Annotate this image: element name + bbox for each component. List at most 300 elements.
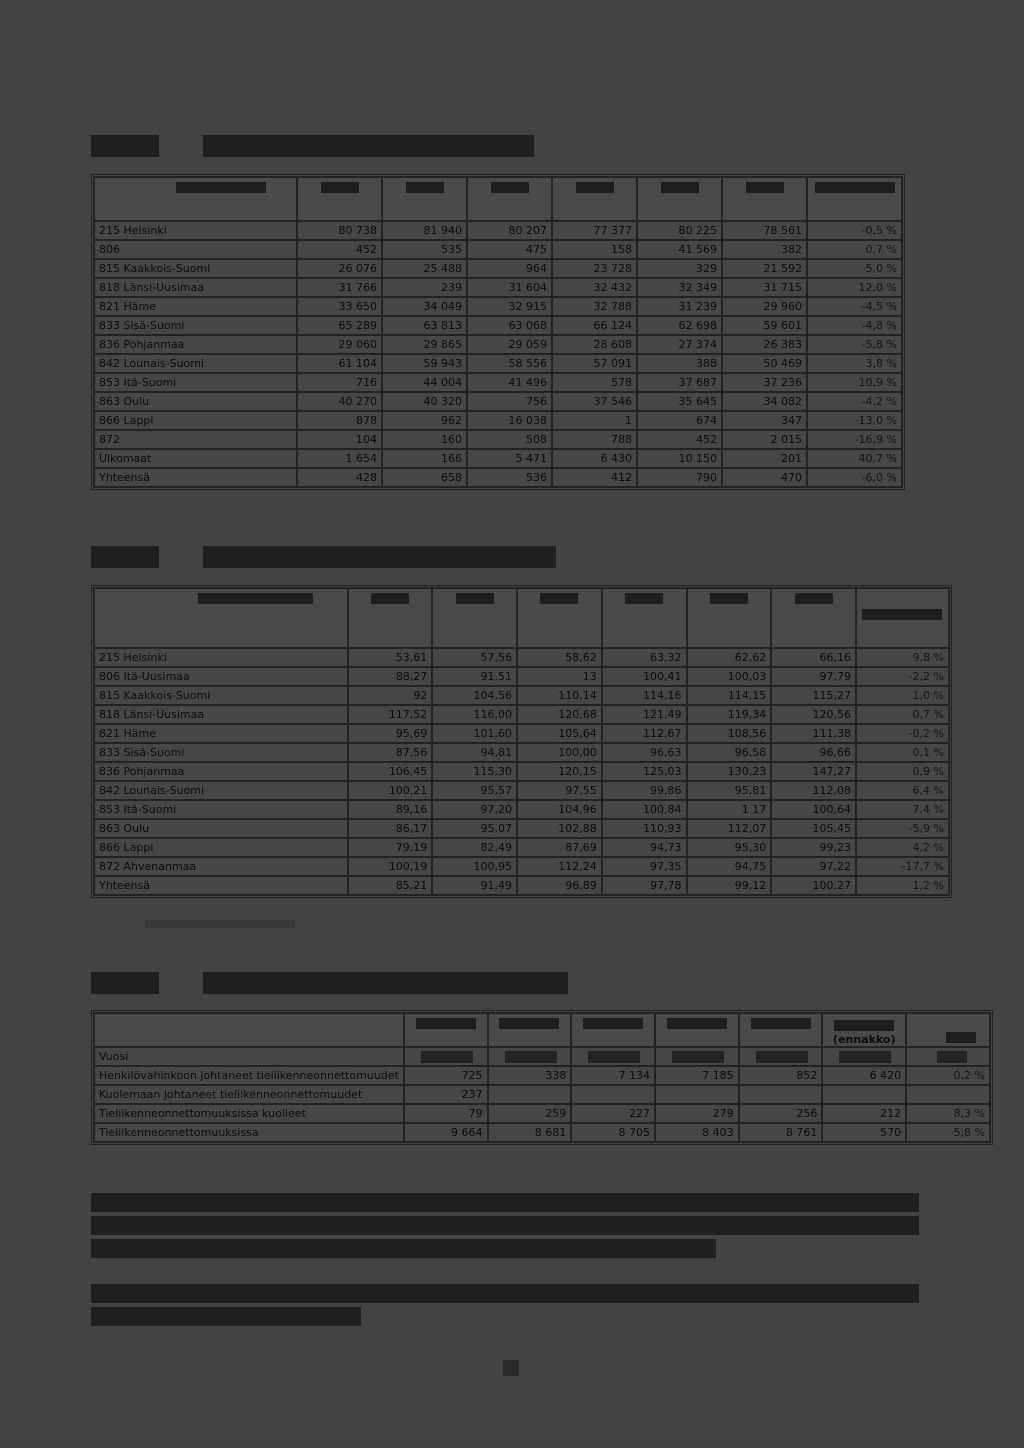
value-cell: 106,45 [348, 762, 433, 781]
value-cell: 31 715 [722, 278, 807, 297]
value-cell: 100,19 [348, 857, 433, 876]
value-cell: 28 608 [552, 335, 637, 354]
row-label: 806 Itä-Uusimaa [94, 667, 348, 686]
row-label: Henkilövahinkoon johtaneet tieliikenneonnettomuudet [94, 1066, 404, 1085]
value-cell: 7 185 [655, 1066, 739, 1085]
value-cell: 96,58 [687, 743, 772, 762]
row-label: Tieliikenneonnettomuuksissa kuolleet [94, 1104, 404, 1123]
table1-header-region [94, 177, 297, 221]
table2-header-change [856, 588, 949, 648]
table1-body [94, 221, 902, 487]
value-cell: 27 374 [637, 335, 722, 354]
table1-header-year-1 [297, 177, 382, 221]
value-cell: 80 207 [467, 221, 552, 240]
value-cell: 32 432 [552, 278, 637, 297]
table3-header-year-4 [655, 1013, 739, 1047]
table2-footnote-redacted [145, 920, 295, 928]
row-label: 863 Oulu [94, 392, 297, 411]
value-cell: 32 349 [637, 278, 722, 297]
table2-header-year-6 [771, 588, 856, 648]
value-cell: 120,68 [517, 705, 602, 724]
value-cell: 452 [297, 240, 382, 259]
table1-title-redacted [203, 135, 534, 157]
value-cell: 147,27 [771, 762, 856, 781]
table3-number-redacted [91, 972, 159, 994]
value-cell: 725 [404, 1066, 488, 1085]
change-cell: -4,8 % [807, 316, 902, 335]
value-cell: 34 049 [382, 297, 467, 316]
table-row [94, 1104, 990, 1123]
row-label: Tieliikenneonnettomuuksissa [94, 1123, 404, 1142]
table-row [94, 354, 902, 373]
value-cell: 61 104 [297, 354, 382, 373]
change-cell: -16,9 % [807, 430, 902, 449]
value-cell: 388 [637, 354, 722, 373]
value-cell: 37 546 [552, 392, 637, 411]
row-label: 836 Pohjanmaa [94, 762, 348, 781]
value-cell: 105,64 [517, 724, 602, 743]
value-cell: 2 015 [722, 430, 807, 449]
row-label: 821 Häme [94, 297, 297, 316]
value-cell: 96,63 [602, 743, 687, 762]
value-cell: 92 [348, 686, 433, 705]
change-cell: 0,2 % [906, 1066, 990, 1085]
value-cell: 94,73 [602, 838, 687, 857]
table-row [94, 240, 902, 259]
value-cell: 25 488 [382, 259, 467, 278]
table-row [94, 648, 949, 667]
value-cell: 7 134 [571, 1066, 655, 1085]
value-cell: 89,16 [348, 800, 433, 819]
table2-header-year-1 [348, 588, 433, 648]
value-cell: 120,15 [517, 762, 602, 781]
value-cell: 97,22 [771, 857, 856, 876]
value-cell: 788 [552, 430, 637, 449]
value-cell: 130,23 [687, 762, 772, 781]
table-row [94, 259, 902, 278]
value-cell: 13 [517, 667, 602, 686]
value-cell: 6 430 [552, 449, 637, 468]
row-label: 818 Länsi-Uusimaa [94, 278, 297, 297]
value-cell: 97,35 [602, 857, 687, 876]
value-cell: 40 320 [382, 392, 467, 411]
change-cell: -4,2 % [807, 392, 902, 411]
table-row [94, 876, 949, 895]
table-row [94, 373, 902, 392]
value-cell: 37 236 [722, 373, 807, 392]
value-cell [739, 1085, 823, 1104]
value-cell: 962 [382, 411, 467, 430]
table3-header-year-3 [571, 1013, 655, 1047]
table2-title-redacted [203, 546, 556, 568]
change-cell: 6,4 % [856, 781, 949, 800]
change-cell: 4,2 % [856, 838, 949, 857]
value-cell: 101,60 [432, 724, 517, 743]
value-cell: 790 [637, 468, 722, 487]
row-label: 866 Lappi [94, 411, 297, 430]
value-cell: 95,69 [348, 724, 433, 743]
table-row [94, 430, 902, 449]
change-cell: 0,1 % [856, 743, 949, 762]
value-cell: 8 681 [488, 1123, 572, 1142]
value-cell: 80 225 [637, 221, 722, 240]
value-cell: 104,96 [517, 800, 602, 819]
value-cell: 85,21 [348, 876, 433, 895]
value-cell: 237 [404, 1085, 488, 1104]
value-cell: 114,16 [602, 686, 687, 705]
value-cell: 86,17 [348, 819, 433, 838]
value-cell: 88,27 [348, 667, 433, 686]
value-cell: 97,55 [517, 781, 602, 800]
table-row [94, 316, 902, 335]
value-cell: 58,62 [517, 648, 602, 667]
value-cell: 81 940 [382, 221, 467, 240]
value-cell: 239 [382, 278, 467, 297]
value-cell: 23 728 [552, 259, 637, 278]
table-row [94, 392, 902, 411]
change-cell: 5,8 % [906, 1123, 990, 1142]
change-cell: -4,5 % [807, 297, 902, 316]
value-cell: 716 [297, 373, 382, 392]
page-number-redacted [503, 1360, 519, 1376]
change-cell: 8,3 % [906, 1104, 990, 1123]
change-cell: -13,0 % [807, 411, 902, 430]
value-cell: 100,95 [432, 857, 517, 876]
value-cell: 29 865 [382, 335, 467, 354]
value-cell: 8 761 [739, 1123, 823, 1142]
value-cell: 99,12 [687, 876, 772, 895]
change-cell: -5,9 % [856, 819, 949, 838]
value-cell: 58 556 [467, 354, 552, 373]
table3-header-blank [94, 1013, 404, 1047]
value-cell: 112,24 [517, 857, 602, 876]
row-label: 872 Ahvenanmaa [94, 857, 348, 876]
row-label: 863 Oulu [94, 819, 348, 838]
value-cell: 121,49 [602, 705, 687, 724]
value-cell: 63 068 [467, 316, 552, 335]
value-cell: 100,03 [687, 667, 772, 686]
table-row [94, 1123, 990, 1142]
value-cell: 535 [382, 240, 467, 259]
row-label: 842 Lounais-Suomi [94, 781, 348, 800]
value-cell: 80 738 [297, 221, 382, 240]
table-row [94, 838, 949, 857]
value-cell: 227 [571, 1104, 655, 1123]
value-cell: 97,78 [602, 876, 687, 895]
change-cell: 9,8 % [856, 648, 949, 667]
value-cell: 658 [382, 468, 467, 487]
value-cell: 964 [467, 259, 552, 278]
change-cell: 7,4 % [856, 800, 949, 819]
row-label: 821 Häme [94, 724, 348, 743]
table-row [94, 724, 949, 743]
table3-year-label: Vuosi [94, 1047, 404, 1066]
value-cell: 97,79 [771, 667, 856, 686]
value-cell: 114,15 [687, 686, 772, 705]
value-cell: 104,56 [432, 686, 517, 705]
value-cell: 91,51 [432, 667, 517, 686]
table3 [93, 1012, 991, 1143]
table-row [94, 1085, 990, 1104]
value-cell: 8 705 [571, 1123, 655, 1142]
value-cell: 99,86 [602, 781, 687, 800]
table2-number-redacted [91, 546, 159, 568]
value-cell: 32 788 [552, 297, 637, 316]
change-cell: 0,7 % [807, 240, 902, 259]
row-label: Kuolemaan johtaneet tieliikenneonnettomuudet [94, 1085, 404, 1104]
value-cell: 95,57 [432, 781, 517, 800]
value-cell: 100,84 [602, 800, 687, 819]
value-cell: 95,81 [687, 781, 772, 800]
value-cell: 16 038 [467, 411, 552, 430]
change-cell [906, 1085, 990, 1104]
table-row [94, 667, 949, 686]
value-cell: 259 [488, 1104, 572, 1123]
value-cell: 77 377 [552, 221, 637, 240]
table-row [94, 743, 949, 762]
value-cell: 62,62 [687, 648, 772, 667]
value-cell: 87,56 [348, 743, 433, 762]
value-cell: 87,69 [517, 838, 602, 857]
value-cell [822, 1085, 906, 1104]
change-cell: 0,9 % [856, 762, 949, 781]
value-cell: 578 [552, 373, 637, 392]
value-cell: 470 [722, 468, 807, 487]
change-cell: -0,2 % [856, 724, 949, 743]
value-cell: 166 [382, 449, 467, 468]
row-label: 806 [94, 240, 297, 259]
value-cell: 26 383 [722, 335, 807, 354]
table-row [94, 705, 949, 724]
table2 [93, 587, 950, 896]
table-row [94, 1066, 990, 1085]
change-cell: 12,0 % [807, 278, 902, 297]
change-cell: 1,2 % [856, 876, 949, 895]
table3-header-year-5 [739, 1013, 823, 1047]
value-cell: 452 [637, 430, 722, 449]
value-cell: 37 687 [637, 373, 722, 392]
row-label: 836 Pohjanmaa [94, 335, 297, 354]
value-cell: 256 [739, 1104, 823, 1123]
value-cell: 115,27 [771, 686, 856, 705]
change-cell: 3,8 % [807, 354, 902, 373]
value-cell: 6 420 [822, 1066, 906, 1085]
value-cell: 31 239 [637, 297, 722, 316]
value-cell: 35 645 [637, 392, 722, 411]
value-cell: 1 654 [297, 449, 382, 468]
row-label: 215 Helsinki [94, 221, 297, 240]
change-cell: 10,9 % [807, 373, 902, 392]
value-cell: 105,45 [771, 819, 856, 838]
change-cell: 5,0 % [807, 259, 902, 278]
change-cell: -2,2 % [856, 667, 949, 686]
table1-header-year-2 [382, 177, 467, 221]
value-cell: 212 [822, 1104, 906, 1123]
table1-header-year-4 [552, 177, 637, 221]
table-row [94, 762, 949, 781]
table-row [94, 278, 902, 297]
table3-preliminary-label: (ennakko) [833, 1033, 896, 1046]
value-cell: 329 [637, 259, 722, 278]
value-cell: 110,93 [602, 819, 687, 838]
paragraph2-line1 [91, 1284, 919, 1303]
change-cell: 0,7 % [856, 705, 949, 724]
row-label: Yhteensä [94, 468, 297, 487]
value-cell: 50 469 [722, 354, 807, 373]
table-row [94, 819, 949, 838]
value-cell: 158 [552, 240, 637, 259]
value-cell: 29 059 [467, 335, 552, 354]
value-cell: 99,23 [771, 838, 856, 857]
value-cell: 97,20 [432, 800, 517, 819]
table-row [94, 857, 949, 876]
row-label: Ulkomaat [94, 449, 297, 468]
row-label: 815 Kaakkois-Suomi [94, 259, 297, 278]
row-label: 853 Itä-Suomi [94, 373, 297, 392]
row-label: 833 Sisä-Suomi [94, 316, 297, 335]
value-cell: 1 17 [687, 800, 772, 819]
value-cell: 347 [722, 411, 807, 430]
value-cell: 428 [297, 468, 382, 487]
value-cell: 32 915 [467, 297, 552, 316]
table-row [94, 411, 902, 430]
table2-header-year-4 [602, 588, 687, 648]
value-cell: 112,08 [771, 781, 856, 800]
row-label: 853 Itä-Suomi [94, 800, 348, 819]
value-cell: 116,00 [432, 705, 517, 724]
value-cell: 57,56 [432, 648, 517, 667]
value-cell: 111,38 [771, 724, 856, 743]
paragraph1-line3 [91, 1239, 716, 1258]
change-cell: 40,7 % [807, 449, 902, 468]
value-cell: 100,64 [771, 800, 856, 819]
value-cell: 21 592 [722, 259, 807, 278]
value-cell: 852 [739, 1066, 823, 1085]
table-row [94, 800, 949, 819]
value-cell: 34 082 [722, 392, 807, 411]
change-cell: -6,0 % [807, 468, 902, 487]
value-cell: 31 604 [467, 278, 552, 297]
table-row [94, 449, 902, 468]
value-cell: 95,07 [432, 819, 517, 838]
row-label: Yhteensä [94, 876, 348, 895]
table-row [94, 468, 902, 487]
table1-header-year-5 [637, 177, 722, 221]
table3-body [94, 1066, 990, 1142]
value-cell: 100,41 [602, 667, 687, 686]
change-cell: -5,8 % [807, 335, 902, 354]
row-label: 833 Sisä-Suomi [94, 743, 348, 762]
table1 [93, 176, 903, 488]
row-label: 866 Lappi [94, 838, 348, 857]
value-cell: 878 [297, 411, 382, 430]
table1-header-change [807, 177, 902, 221]
value-cell: 66,16 [771, 648, 856, 667]
value-cell: 91,49 [432, 876, 517, 895]
value-cell: 117,52 [348, 705, 433, 724]
value-cell: 78 561 [722, 221, 807, 240]
row-label: 215 Helsinki [94, 648, 348, 667]
change-cell: -17,7 % [856, 857, 949, 876]
change-cell: 1,0 % [856, 686, 949, 705]
value-cell: 53,61 [348, 648, 433, 667]
paragraph1-line1 [91, 1193, 919, 1212]
value-cell: 79 [404, 1104, 488, 1123]
table2-header-year-2 [432, 588, 517, 648]
value-cell: 5 471 [467, 449, 552, 468]
value-cell [571, 1085, 655, 1104]
value-cell: 66 124 [552, 316, 637, 335]
value-cell: 82,49 [432, 838, 517, 857]
value-cell: 100,21 [348, 781, 433, 800]
change-cell: -0,5 % [807, 221, 902, 240]
value-cell: 44 004 [382, 373, 467, 392]
value-cell: 96,66 [771, 743, 856, 762]
value-cell: 65 289 [297, 316, 382, 335]
value-cell: 1 [552, 411, 637, 430]
value-cell: 382 [722, 240, 807, 259]
value-cell: 201 [722, 449, 807, 468]
table1-header-year-3 [467, 177, 552, 221]
value-cell: 79,19 [348, 838, 433, 857]
value-cell: 9 664 [404, 1123, 488, 1142]
table3-header-year-1 [404, 1013, 488, 1047]
value-cell: 115,30 [432, 762, 517, 781]
table3-title-redacted [203, 972, 568, 994]
value-cell [488, 1085, 572, 1104]
value-cell: 33 650 [297, 297, 382, 316]
row-label: 818 Länsi-Uusimaa [94, 705, 348, 724]
value-cell: 62 698 [637, 316, 722, 335]
value-cell: 108,56 [687, 724, 772, 743]
value-cell: 95,30 [687, 838, 772, 857]
value-cell: 112,67 [602, 724, 687, 743]
table3-header-change [906, 1013, 990, 1047]
value-cell: 94,81 [432, 743, 517, 762]
value-cell: 112,07 [687, 819, 772, 838]
value-cell: 102,88 [517, 819, 602, 838]
value-cell: 104 [297, 430, 382, 449]
value-cell: 508 [467, 430, 552, 449]
paragraph2-line2 [91, 1307, 361, 1326]
table-row [94, 335, 902, 354]
table2-header-year-5 [687, 588, 772, 648]
value-cell: 29 960 [722, 297, 807, 316]
value-cell: 63 813 [382, 316, 467, 335]
table-row [94, 221, 902, 240]
value-cell: 120,56 [771, 705, 856, 724]
value-cell: 29 060 [297, 335, 382, 354]
value-cell: 26 076 [297, 259, 382, 278]
value-cell: 279 [655, 1104, 739, 1123]
table2-header-year-3 [517, 588, 602, 648]
table3-header-preliminary [822, 1013, 906, 1047]
table-row [94, 297, 902, 316]
table1-number-redacted [91, 135, 159, 157]
value-cell: 63,32 [602, 648, 687, 667]
value-cell: 160 [382, 430, 467, 449]
value-cell: 41 496 [467, 373, 552, 392]
value-cell: 338 [488, 1066, 572, 1085]
value-cell: 94,75 [687, 857, 772, 876]
value-cell: 412 [552, 468, 637, 487]
value-cell: 536 [467, 468, 552, 487]
value-cell: 59 943 [382, 354, 467, 373]
row-label: 842 Lounais-Suomi [94, 354, 297, 373]
value-cell: 119,34 [687, 705, 772, 724]
paragraph1-line2 [91, 1216, 919, 1235]
value-cell: 96,89 [517, 876, 602, 895]
